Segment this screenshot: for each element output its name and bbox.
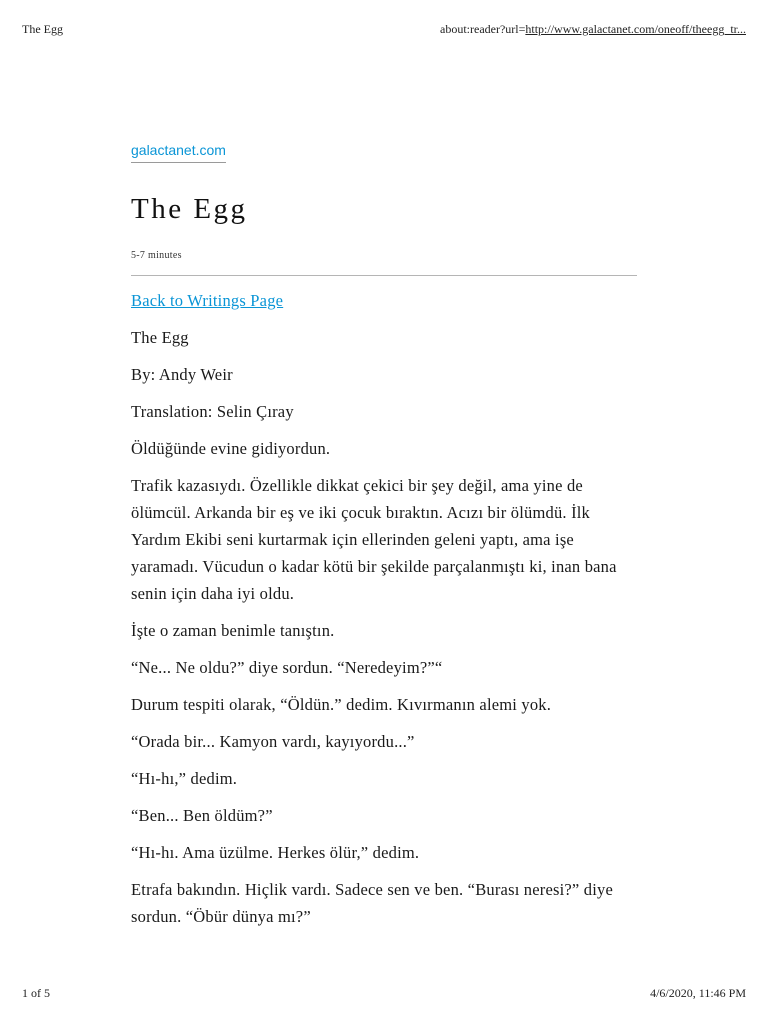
paragraph: Etrafa bakındın. Hiçlik vardı. Sadece sen ve ben. “Burası neresi?” diye sordun. “Öbür dünya mı?” xyxy=(131,880,613,926)
reading-time: 5-7 minutes xyxy=(131,250,182,261)
paragraph: “Ne... Ne oldu?” diye sordun. “Neredeyim?”“ xyxy=(131,658,443,677)
page-number: 1 of 5 xyxy=(22,986,50,1000)
paragraph: İşte o zaman benimle tanıştın. xyxy=(131,621,335,640)
paragraph: “Hı-hı. Ama üzülme. Herkes ölür,” dedim. xyxy=(131,843,420,862)
domain-link[interactable]: galactanet.com xyxy=(131,142,226,163)
header-divider xyxy=(131,275,637,276)
paragraph: By: Andy Weir xyxy=(131,365,233,384)
print-header xyxy=(22,22,746,37)
paragraph: Trafik kazasıydı. Özellikle dikkat çekici bir şey değil, ama yine de ölümcül. Arkanda bir eş ve iki çocuk bıraktın. Acızı bir ölümdü. İlk Yardım Ekibi seni kurtarmak için ellerinden geleni yaptı, ama işe yaramadı. Vücudun o kadar kötü bir şekilde parçalanmıştı ki, inan bana senin için daha iyi oldu. xyxy=(131,476,617,603)
domain-row xyxy=(131,142,637,163)
article-content xyxy=(131,287,637,930)
paragraph: Translation: Selin Çıray xyxy=(131,402,294,421)
paragraph: Durum tespiti olarak, “Öldün.” dedim. Kıvırmanın alemi yok. xyxy=(131,695,552,714)
paragraph: The Egg xyxy=(131,328,189,347)
paragraph: Öldüğünde evine gidiyordun. xyxy=(131,439,331,458)
back-link-paragraph xyxy=(131,287,637,314)
article-title: The Egg xyxy=(131,193,248,225)
reader-article xyxy=(131,142,637,940)
back-to-writings-link[interactable]: Back to Writings Page xyxy=(131,291,284,310)
print-datetime: 4/6/2020, 11:46 PM xyxy=(650,986,746,1000)
paragraph: “Orada bir... Kamyon vardı, kayıyordu...” xyxy=(131,732,415,751)
paragraph: “Ben... Ben öldüm?” xyxy=(131,806,273,825)
paragraph: “Hı-hı,” dedim. xyxy=(131,769,238,788)
print-footer xyxy=(22,986,746,1001)
print-header-url xyxy=(440,22,746,37)
print-header-title: The Egg xyxy=(22,22,63,36)
url-prefix: about:reader?url= xyxy=(440,22,526,36)
url-link[interactable]: http://www.galactanet.com/oneoff/theegg_tr... xyxy=(525,22,746,36)
